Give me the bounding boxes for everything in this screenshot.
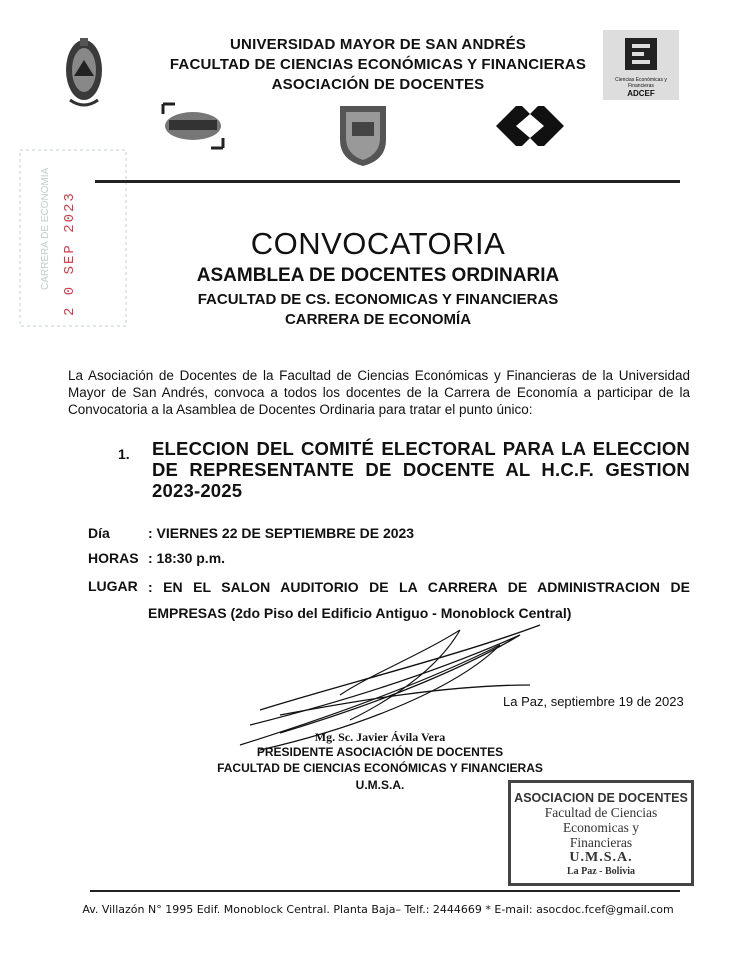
- seal-line-6: La Paz - Bolivia: [566, 866, 636, 877]
- lugar-label: LUGAR: [88, 578, 138, 594]
- seal-line-4: Financieras: [569, 835, 633, 850]
- header-divider: [95, 180, 680, 183]
- seal-line-2: Facultad de Ciencias: [544, 805, 658, 820]
- received-stamp-text: CARRERA DE ECONOMIA: [40, 167, 51, 290]
- page-title: CONVOCATORIA: [250, 226, 506, 261]
- dia-label: Día: [88, 525, 110, 541]
- career-subtitle: CARRERA DE ECONOMÍA: [284, 311, 472, 328]
- signer-faculty: FACULTAD DE CIENCIAS ECONÓMICAS Y FINANCIERAS: [217, 761, 543, 775]
- footer-contact: Av. Villazón N° 1995 Edif. Monoblock Central. Planta Baja– Telf.: 2444669 * E-mail: asocdoc.fcef@gmail.com: [82, 903, 674, 916]
- seal-line-3: Economicas y: [562, 820, 640, 835]
- signer-name: Mg. Sc. Javier Ávila Vera: [314, 730, 446, 744]
- seal-line-5: U.M.S.A.: [569, 850, 633, 865]
- lugar-value: : EN EL SALON AUDITORIO DE LA CARRERA DE ADMINISTRACION DE EMPRESAS (2do Piso del Edificio Antiguo - Monoblock Central): [148, 579, 690, 621]
- economia-logo: [157, 100, 229, 152]
- footer-divider: [90, 890, 680, 892]
- adcef-logo: Ciencias Económicas y Financieras ADCEF: [603, 30, 679, 100]
- body-paragraph: La Asociación de Docentes de la Facultad de Ciencias Económicas y Financieras de la Universidad Mayor de San Andrés, convoca a todos los docentes de la Carrera de Economía a participar de la Convocatoria a la Asamblea de Docentes Ordinaria para tratar el punto único:: [68, 368, 690, 417]
- header-faculty: FACULTAD DE CIENCIAS ECONÓMICAS Y FINANCIERAS: [169, 56, 587, 73]
- faculty-subtitle: FACULTAD DE CS. ECONOMICAS Y FINANCIERAS: [197, 291, 559, 308]
- agenda-number: 1.: [118, 446, 130, 462]
- header-association: ASOCIACIÓN DE DOCENTES: [271, 76, 485, 93]
- faculty-seal-logo: [336, 100, 390, 168]
- dia-value: : VIERNES 22 DE SEPTIEMBRE DE 2023: [148, 525, 415, 541]
- agenda-text: ELECCION DEL COMITÉ ELECTORAL PARA LA ELECCION DE REPRESENTANTE DE DOCENTE AL H.C.F. GESTION 2023-2025: [152, 438, 690, 501]
- signer-role: PRESIDENTE ASOCIACIÓN DE DOCENTES: [256, 745, 504, 759]
- header-university: UNIVERSIDAD MAYOR DE SAN ANDRÉS: [230, 36, 526, 53]
- date-place: La Paz, septiembre 19 de 2023: [503, 694, 684, 709]
- geometric-logo: [492, 104, 568, 148]
- assembly-subtitle: ASAMBLEA DE DOCENTES ORDINARIA: [196, 265, 560, 286]
- seal-line-1: ASOCIACION DE DOCENTES: [514, 791, 688, 805]
- association-seal-stamp: [508, 780, 694, 886]
- horas-label: HORAS: [88, 550, 139, 566]
- received-stamp-date: 2 0 SEP 2023: [62, 191, 78, 316]
- signer-university: U.M.S.A.: [355, 778, 405, 792]
- horas-value: : 18:30 p.m.: [148, 550, 226, 566]
